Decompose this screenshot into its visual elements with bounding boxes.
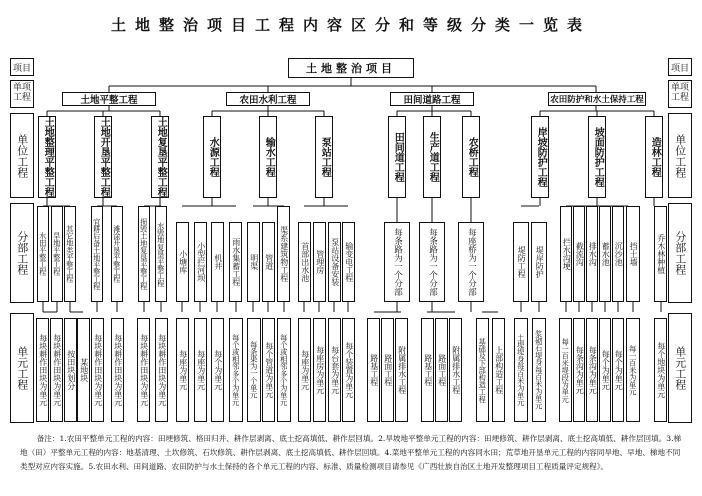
unit-project-2: 土地开垦平整工程: [94, 116, 112, 198]
unit-34: 每个为单元: [612, 318, 624, 422]
division-11: 雨水集蓄工程: [229, 222, 242, 302]
unit-7: 每块耕作田块为单元: [137, 318, 150, 422]
division-14: 渠系建筑物工程: [277, 206, 290, 302]
unit-32: 每条沟为单元: [586, 318, 598, 422]
unit-27: 上部构造工程: [492, 318, 505, 422]
footnote: 备注：1.农田平整单元工程的内容：田埂修筑、格田归并、耕作层剥离、底土挖高填低、耕作层回填。2.旱坡地平整单元工程的内容：田埂修筑、耕作层剥离、底土挖高填低、耕作层回填。3.梯地（田）平整单元工程的内容：地基清理、土坎修筑、石坎修筑、耕作层剥离、底土挖高填低、耕作层回填。4.菜地平整单元工程的内容同水田；荒草地开垦单元工程的内容同旱地、早地、梯地不同类型对应内容实施。5.农田水利、田间道路、农田防护与水土保持的各个单元工程的内容、标准、质量检测项目请参见《广西壮族自治区土地开发整理项目工程质量评定规程》。: [20, 434, 682, 472]
unit-5: 每块耕作田块为单元: [91, 318, 104, 422]
side-left-project: 项目: [10, 58, 34, 76]
division-27: 蓄水池: [599, 206, 611, 302]
division-9: 小型拦河坝: [194, 222, 207, 302]
division-6: 损毁土地复垦平整工程: [138, 206, 150, 302]
division-7: 水毁地复垦平整工程: [155, 206, 167, 302]
side-right-division: 分部工程: [668, 203, 692, 303]
side-right-element: 单元工程: [668, 313, 692, 423]
unit-project-7: 田间道工程: [388, 116, 406, 198]
division-13: 管道: [262, 222, 275, 302]
side-right-single: 单项工程: [668, 80, 692, 108]
division-10: 机井: [211, 222, 224, 302]
unit-15: 每个或相邻多个为单元: [277, 318, 291, 422]
division-1: 水田平整工程: [37, 206, 49, 302]
unit-project-6: 泵站工程: [315, 116, 333, 198]
side-left-single: 单项工程: [10, 80, 34, 108]
division-30: 乔木林种植: [654, 206, 667, 302]
project-box: 土地整治项目: [288, 58, 414, 78]
division-4: 宜耕后备土地平整工程: [91, 206, 103, 302]
division-24: 拦水沟埂: [560, 206, 572, 302]
division-18: 输变电工程: [342, 222, 355, 302]
division-26: 排水沟: [586, 206, 598, 302]
unit-20: 路基工程: [367, 318, 380, 422]
unit-33: 每个为单元: [599, 318, 611, 422]
unit-25: 附属排水工程: [449, 318, 462, 422]
unit-project-11: 坡面防护工程: [588, 116, 606, 198]
unit-project-5: 输水工程: [259, 116, 277, 198]
unit-24: 路面工程: [435, 318, 448, 422]
unit-1: 每块耕作田块为单元: [36, 318, 49, 422]
unit-23: 路基工程: [421, 318, 434, 422]
division-16: 管理房: [313, 222, 326, 302]
division-2: 旱地平整工程: [51, 206, 63, 302]
side-left-unit: 单位工程: [10, 113, 34, 198]
division-23: 堤岸防护: [531, 222, 547, 302]
unit-21: 路面工程: [381, 318, 394, 422]
division-15: 首部出水池: [298, 222, 311, 302]
side-left-division: 分部工程: [10, 203, 34, 303]
division-17: 泵站设备安装: [328, 222, 341, 302]
division-21: 每座桥为一个分部: [458, 222, 484, 302]
single-project-protection: 农田防护和水土保持工程: [548, 92, 646, 106]
unit-30: 每一百米堤段为单元: [559, 318, 572, 422]
unit-17: 每座房为单元: [313, 318, 326, 422]
page-title: 土地整治项目工程内容区分和等级分类一览表: [110, 16, 591, 34]
single-project-irrigation: 农田水利工程: [226, 92, 310, 106]
unit-project-9: 农桥工程: [462, 116, 480, 198]
unit-2: 每块耕作田块为单元: [50, 318, 63, 422]
unit-9: 每座为单元: [176, 318, 189, 422]
unit-19: 每个装置为单元: [342, 318, 355, 422]
unit-13: 每条渠为一个单元: [247, 318, 261, 422]
unit-36: 每个地块为单元: [654, 318, 667, 422]
unit-29: 浆砌石堤身每百米为单元: [532, 318, 546, 422]
unit-project-1: 土地整理平整工程: [38, 116, 56, 198]
unit-12: 每个或相邻多个为单元: [229, 318, 243, 422]
unit-22: 附属排水工程: [395, 318, 408, 422]
division-3: 其它地类平整工程: [64, 206, 76, 302]
unit-project-8: 生产道工程: [423, 116, 441, 198]
division-12: 明渠: [247, 222, 260, 302]
unit-project-12: 造林工程: [645, 116, 663, 198]
unit-3: 按田块划分: [64, 318, 77, 422]
unit-35: 每一百米为单元: [626, 318, 640, 422]
unit-28: 土堤堤身每百米为单元: [514, 318, 528, 422]
unit-8: 每块耕作田块为单元: [155, 318, 168, 422]
division-25: 截流沟: [573, 206, 585, 302]
unit-31: 每条沟为单元: [573, 318, 585, 422]
side-right-project: 项目: [668, 58, 692, 76]
unit-project-4: 水源工程: [203, 116, 221, 198]
division-19: 每条路为一个分部: [384, 222, 410, 302]
division-28: 沉沙池: [612, 206, 624, 302]
division-22: 堤防工程: [513, 222, 529, 302]
side-right-unit: 单位工程: [668, 113, 692, 198]
unit-4: 某地块: [77, 318, 90, 422]
unit-project-10: 岸坡防护工程: [531, 116, 549, 198]
unit-26: 基础及下部构造工程: [476, 318, 489, 422]
unit-6: 每块耕作田块为单元: [111, 318, 124, 422]
unit-18: 每台套为单元: [328, 318, 341, 422]
division-20: 每条路为一个分部: [419, 222, 445, 302]
side-left-element: 单元工程: [10, 313, 34, 423]
division-5: 滩涂开垦平整工程: [111, 206, 123, 302]
single-project-land-levelling: 土地平整工程: [62, 92, 156, 106]
unit-project-3: 土地复垦平整工程: [151, 116, 169, 198]
unit-16: 每座为单元: [298, 318, 311, 422]
division-8: 小塘库: [176, 222, 189, 302]
single-project-field-roads: 田间道路工程: [390, 92, 474, 106]
division-29: 挡土墙: [626, 206, 640, 302]
unit-10: 每座为单元: [194, 318, 207, 422]
unit-14: 每个管道为单元: [262, 318, 275, 422]
unit-11: 每个为单元: [211, 318, 224, 422]
